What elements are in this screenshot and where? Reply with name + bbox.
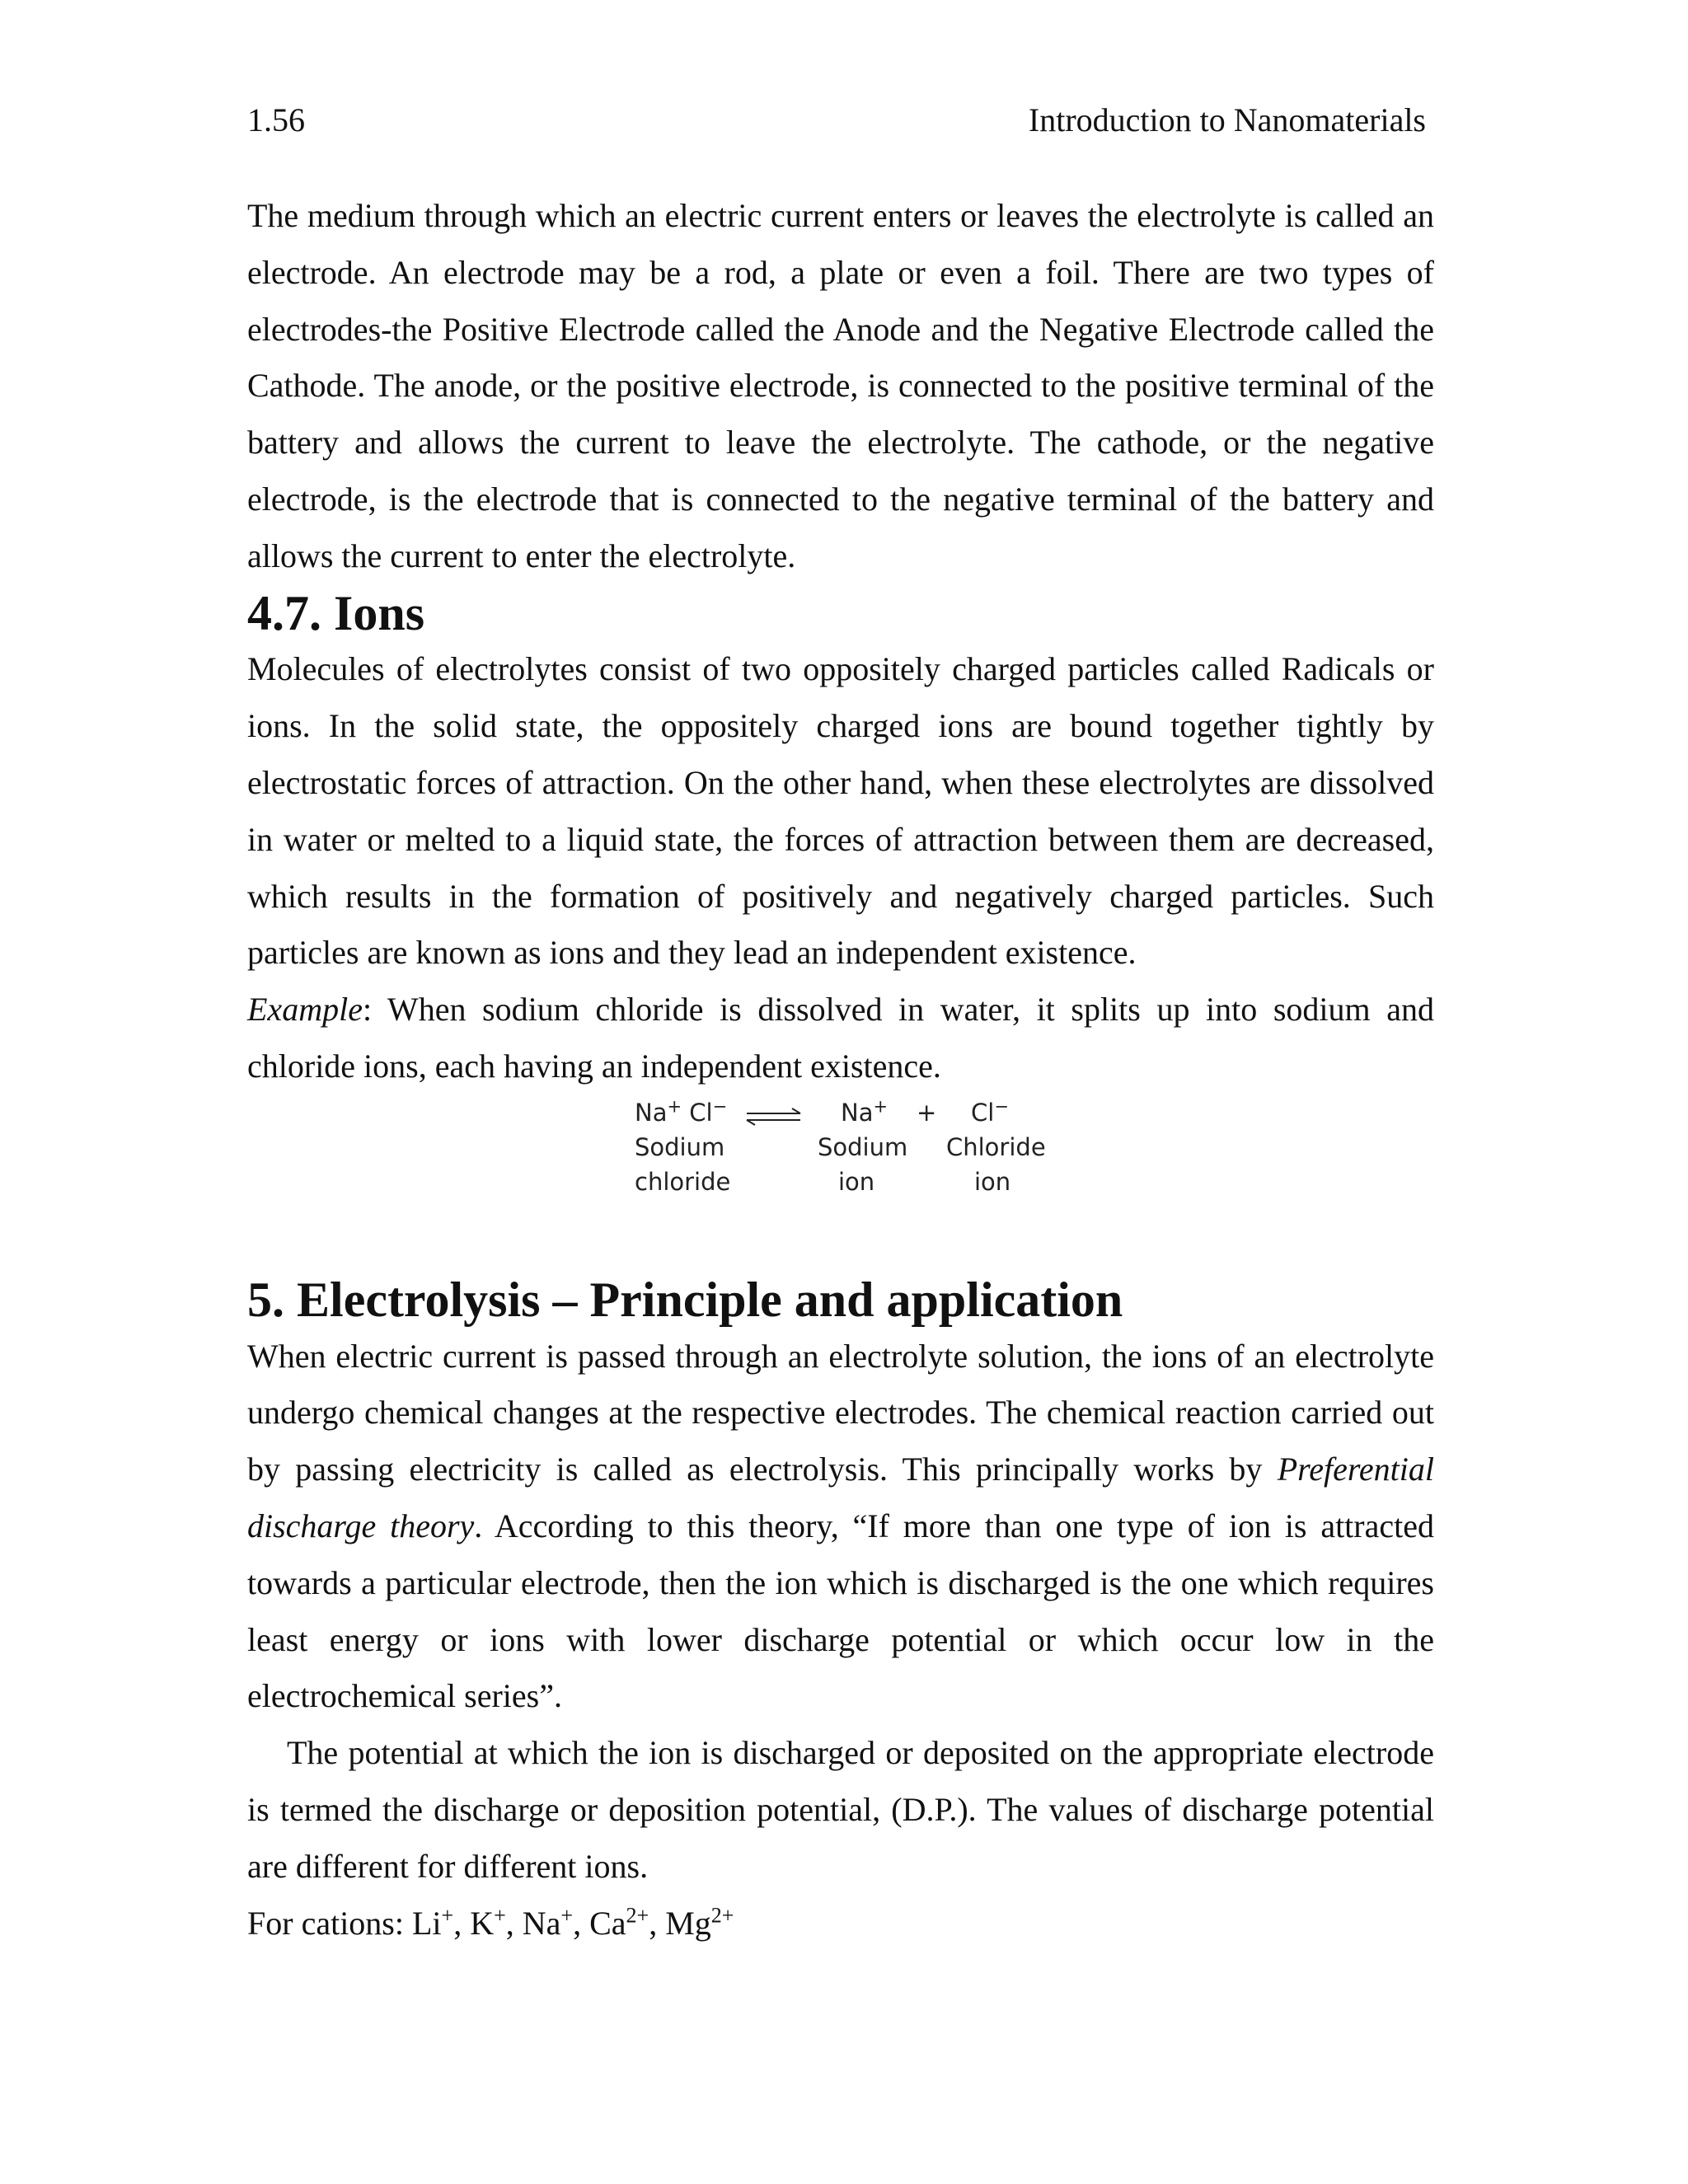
cation-ca: $Ca^{2+}$,: [589, 1903, 666, 1942]
example-paragraph: [247, 982, 1434, 1095]
discharge-potential-paragraph: The potential at which the ion is discharged or deposited on the appropriate electrode is termed the discharge or deposition potential, (D.P.). The values of discharge potential are different for different ions.: [247, 1734, 1434, 1885]
equilibrium-arrow-icon: [744, 1105, 804, 1128]
cation-mg: $Mg^{2+}$: [665, 1903, 734, 1942]
running-title: Introduction to Nanomaterials: [1028, 101, 1426, 138]
electrolysis-heading: 5. Electrolysis – Principle and application: [247, 1272, 1123, 1327]
reactant-na-symbol: Na: [635, 1098, 668, 1127]
reactant-na-charge: +: [667, 1096, 682, 1117]
product-cl-charge: −: [994, 1096, 1009, 1117]
reactant-label-sodium: Sodium: [635, 1132, 725, 1161]
product-chloride-ion: [971, 1095, 1009, 1130]
electrode-paragraph: The medium through which an electric current enters or leaves the electrolyte is called an electrode. An electrode may be a rod, a plate or even a foil. There are two types of electrodes-the Positive Electrode called the Anode and the Negative Electrode called the Cathode. The anode, or the positive electrode, is connected to the positive terminal of the battery and allows the current to leave the electrolyte. The cathode, or the negative electrode, is the electrode that is connected to the negative terminal of the battery and allows the current to enter the electrolyte.: [247, 197, 1434, 574]
electrolysis-principle-paragraph: [247, 1329, 1434, 1726]
product-sodium-ion-label: ion: [838, 1167, 875, 1196]
page-number: 1.56: [247, 101, 305, 138]
cation-na: Na+,: [522, 1903, 590, 1942]
reactant-sodium-chloride: [635, 1095, 727, 1130]
equation-plus-sign: +: [917, 1098, 937, 1127]
cation-k: K+,: [470, 1903, 523, 1942]
reactant-cl-symbol: Cl: [689, 1098, 713, 1127]
product-na-symbol: Na: [841, 1098, 874, 1127]
product-sodium-ion: [841, 1095, 888, 1130]
sodium-chloride-dissociation-equation: [247, 1095, 1434, 1272]
ions-paragraph: Molecules of electrolytes consist of two oppositely charged particles called Radicals or ions. In the solid state, the oppositely charged ions are bound together tightly by electrostatic forces of attraction. On the other hand, when these electrolytes are dissolved in water or melted to a liquid state, the forces of attraction between them are decreased, which results in the formation of positively and negatively charged particles. Such particles are known as ions and they lead an independent existence.: [247, 650, 1434, 972]
preferential-discharge-theory: Preferential discharge theory: [247, 1451, 1434, 1544]
example-label: Example: [247, 991, 363, 1029]
example-text: : When sodium chloride is dissolved in water, it splits up into sodium and chloride ions, each having an independent existence.: [247, 991, 1434, 1085]
cations-list: [247, 1896, 1434, 1952]
page-content: [247, 188, 1434, 1952]
ions-heading: 4.7. Ions: [247, 585, 425, 640]
cation-li: Li+,: [411, 1903, 471, 1942]
product-sodium-label: Sodium: [818, 1132, 908, 1161]
electrolysis-principle-text-end: . According to this theory, “If more than one type of ion is attracted towards a particular electrode, then the ion which is discharged is the one which requires least energy or ions with lower discharge potential or which occur low in the electrochemical series”.: [247, 1507, 1434, 1715]
product-chloride-label: Chloride: [946, 1132, 1046, 1161]
reactant-label-chloride: chloride: [635, 1167, 731, 1196]
reactant-cl-charge: −: [712, 1096, 728, 1117]
product-na-charge: +: [873, 1096, 889, 1117]
product-chloride-ion-label: ion: [974, 1167, 1011, 1196]
page-header: [247, 97, 1426, 143]
product-cl-symbol: Cl: [971, 1098, 995, 1127]
electrolysis-principle-text-start: When electric current is passed through an electrolyte solution, the ions of an electrolyte undergo chemical changes at the respective electrodes. The chemical reaction carried out by passing electricity is called as electrolysis. This principally works by: [247, 1337, 1434, 1488]
cations-prefix: For cations:: [247, 1904, 412, 1942]
